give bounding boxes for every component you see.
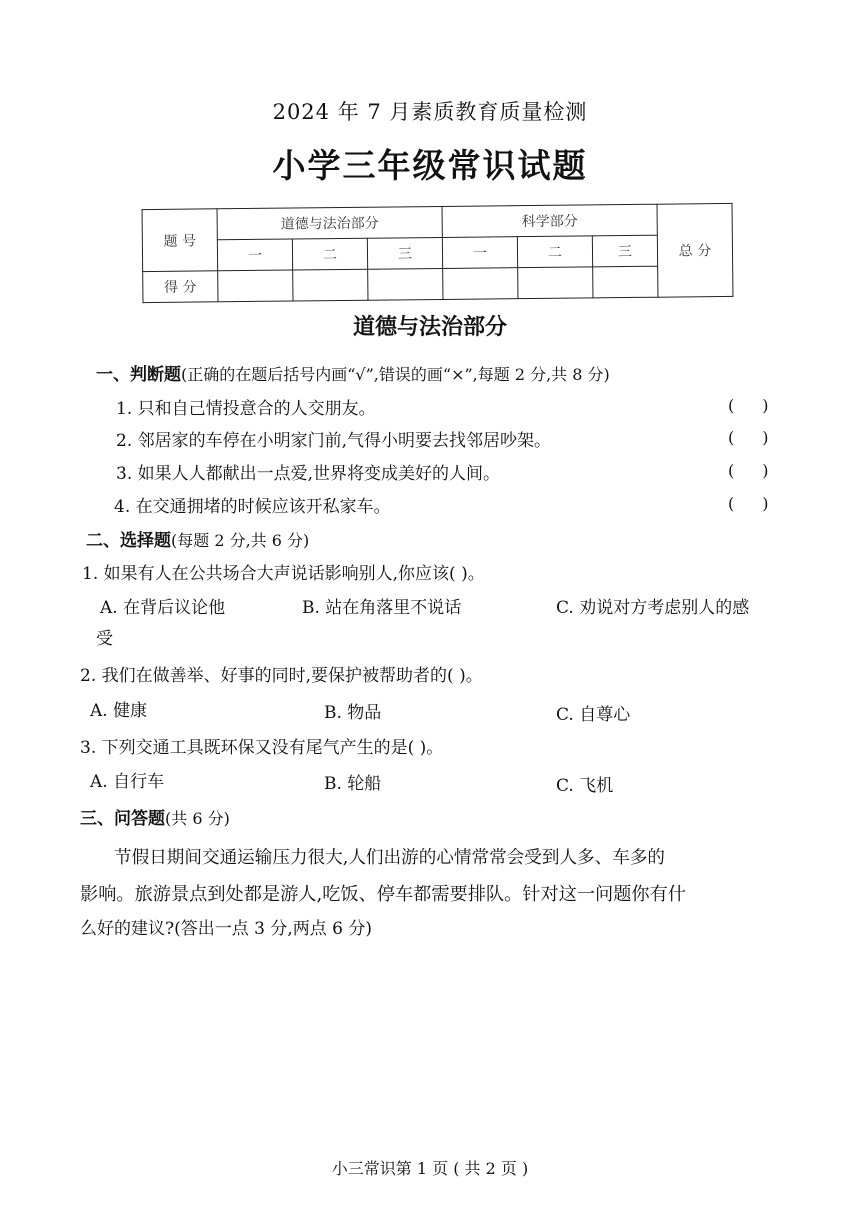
- essay-prompt-line: 节假日期间交通运输压力很大,人们出游的心情常常会受到人多、车多的: [114, 848, 666, 868]
- exam-date-line: 2024 年 7 月素质教育质量检测: [272, 100, 588, 124]
- score-blank: [443, 268, 518, 300]
- page-footer: 小三常识第 1 页 ( 共 2 页 ): [331, 1159, 529, 1178]
- essay-prompt-line: 么好的建议?(答出一点 3 分,两点 6 分): [80, 919, 373, 939]
- answer-blank: (): [728, 428, 797, 447]
- true-false-item: 2. 邻居家的车停在小明家门前,气得小明要去找邻居吵架。: [116, 431, 552, 451]
- label-score: 得 分: [143, 271, 218, 303]
- question-stem: 2. 我们在做善举、好事的同时,要保护被帮助者的( )。: [80, 666, 483, 686]
- question-stem: 3. 下列交通工具既环保又没有尾气产生的是( )。: [80, 738, 444, 758]
- option-b: B. 站在角落里不说话: [302, 598, 462, 618]
- option-a: A. 在背后议论他: [100, 598, 226, 618]
- part2-instruction: (每题 2 分,共 6 分): [171, 531, 310, 550]
- part2-heading-label: 二、选择题: [86, 531, 171, 551]
- part3-instruction: (共 6 分): [165, 809, 230, 828]
- part1-heading-label: 一、判断题: [96, 365, 181, 385]
- true-false-item: 3. 如果人人都献出一点爱,世界将变成美好的人间。: [116, 464, 501, 484]
- question-number: 二: [517, 236, 592, 268]
- part1-heading: [96, 360, 610, 385]
- question-number: 一: [217, 239, 292, 271]
- score-table: [142, 203, 734, 303]
- part3-heading-label: 三、问答题: [80, 809, 165, 829]
- option-c: C. 飞机: [556, 776, 614, 796]
- question-number: 三: [592, 235, 657, 267]
- true-false-item: 4. 在交通拥堵的时候应该开私家车。: [114, 497, 391, 517]
- option-a: A. 自行车: [90, 772, 165, 792]
- question-number: 三: [367, 237, 442, 269]
- question-stem: 1. 如果有人在公共场合大声说话影响别人,你应该( )。: [82, 564, 485, 584]
- part3-heading: [80, 804, 230, 829]
- true-false-item: 1. 只和自己情投意合的人交朋友。: [116, 399, 376, 419]
- group-moral: 道德与法治部分: [217, 206, 442, 239]
- option-b: B. 轮船: [324, 774, 382, 794]
- question-number: 一: [442, 237, 517, 269]
- total-score-cell: 总 分: [657, 203, 733, 297]
- option-a: A. 健康: [90, 701, 148, 721]
- score-blank: [518, 267, 593, 299]
- score-blank: [368, 268, 443, 300]
- answer-blank: (): [728, 461, 797, 480]
- group-science: 科学部分: [442, 204, 657, 237]
- exam-title: 小学三年级常识试题: [272, 146, 588, 185]
- essay-prompt-line: 影响。旅游景点到处都是游人,吃饭、停车都需要排队。针对这一问题你有什: [80, 884, 686, 905]
- part1-instruction: (正确的在题后括号内画“√”,错误的画“×”,每题 2 分,共 8 分): [181, 365, 610, 384]
- label-question-number: 题 号: [142, 209, 218, 272]
- score-blank: [218, 270, 293, 302]
- score-blank: [293, 269, 368, 301]
- part2-heading: [86, 526, 309, 551]
- option-c-continued: 受: [96, 629, 113, 649]
- option-b: B. 物品: [324, 703, 382, 723]
- section-title: 道德与法治部分: [352, 315, 507, 340]
- answer-blank: (): [728, 494, 797, 513]
- score-blank: [593, 266, 658, 298]
- option-c: C. 劝说对方考虑别人的感: [556, 598, 750, 618]
- option-c: C. 自尊心: [556, 705, 631, 725]
- answer-blank: (): [728, 396, 797, 415]
- question-number: 二: [292, 238, 367, 270]
